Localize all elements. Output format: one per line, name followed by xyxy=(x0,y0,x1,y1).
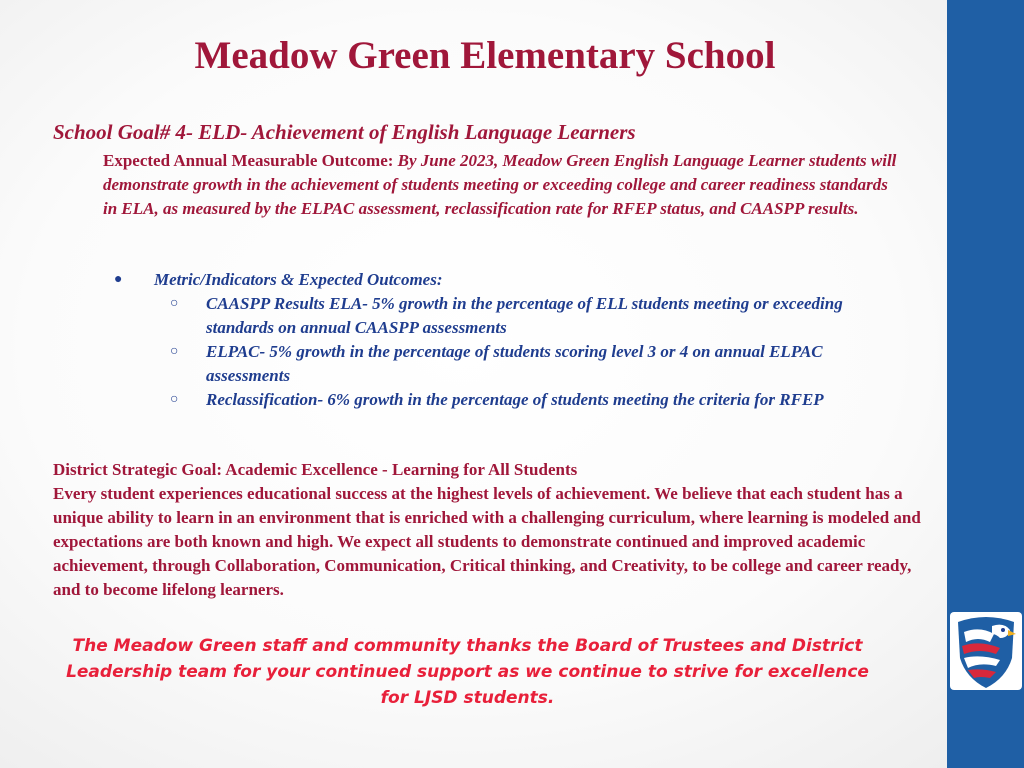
district-goal-section xyxy=(53,458,933,602)
page-title: Meadow Green Elementary School xyxy=(194,34,776,77)
expected-outcome-paragraph xyxy=(103,149,903,221)
list-item xyxy=(110,340,910,388)
thanks-message: The Meadow Green staff and community thanks the Board of Trustees and District Leadership team for your continued support as we continue to strive for excellence for LJSD students. xyxy=(66,636,869,708)
list-item xyxy=(110,292,910,340)
metrics-section xyxy=(110,268,910,412)
filled-bullet-icon: ● xyxy=(114,272,123,287)
eagle-shield-logo-icon xyxy=(950,612,1022,690)
hollow-bullet-icon: ○ xyxy=(170,344,179,359)
expected-outcome-text: By June 2023, Meadow Green English Language Learner students will demonstrate growth in the achievement of students meeting or exceeding college and career readiness standards in ELA, as measured by the ELPAC assessment, reclassification rate for RFEP status, and CAASPP results. xyxy=(103,151,897,218)
list-item xyxy=(110,388,910,412)
district-goal-heading: District Strategic Goal: Academic Excellence - Learning for All Students xyxy=(53,460,578,479)
hollow-bullet-icon: ○ xyxy=(170,392,179,407)
metrics-heading: Metric/Indicators & Expected Outcomes: xyxy=(154,270,443,289)
district-goal-body: Every student experiences educational success at the highest levels of achievement. We believe that each student has a unique ability to learn in an environment that is enriched with a challenging curriculum, where learning is modeled and expectations are both known and high. We expect all students to demonstrate continued and improved academic achievement, through Collaboration, Communication, Critical thinking, and Creativity, to be college and career ready, and to become lifelong learners. xyxy=(53,484,921,599)
expected-outcome-label: Expected Annual Measurable Outcome: xyxy=(103,151,398,170)
metric-text: ELPAC- 5% growth in the percentage of students scoring level 3 or 4 on annual ELPAC assessments xyxy=(206,342,823,385)
metrics-bullet xyxy=(110,268,910,292)
school-goal-heading: School Goal# 4- ELD- Achievement of English Language Learners xyxy=(53,120,636,144)
hollow-bullet-icon: ○ xyxy=(170,296,179,311)
metrics-list xyxy=(110,292,910,412)
metric-text: Reclassification- 6% growth in the percentage of students meeting the criteria for RFEP xyxy=(206,390,824,409)
metric-text: CAASPP Results ELA- 5% growth in the percentage of ELL students meeting or exceeding standards on annual CAASPP assessments xyxy=(206,294,843,337)
